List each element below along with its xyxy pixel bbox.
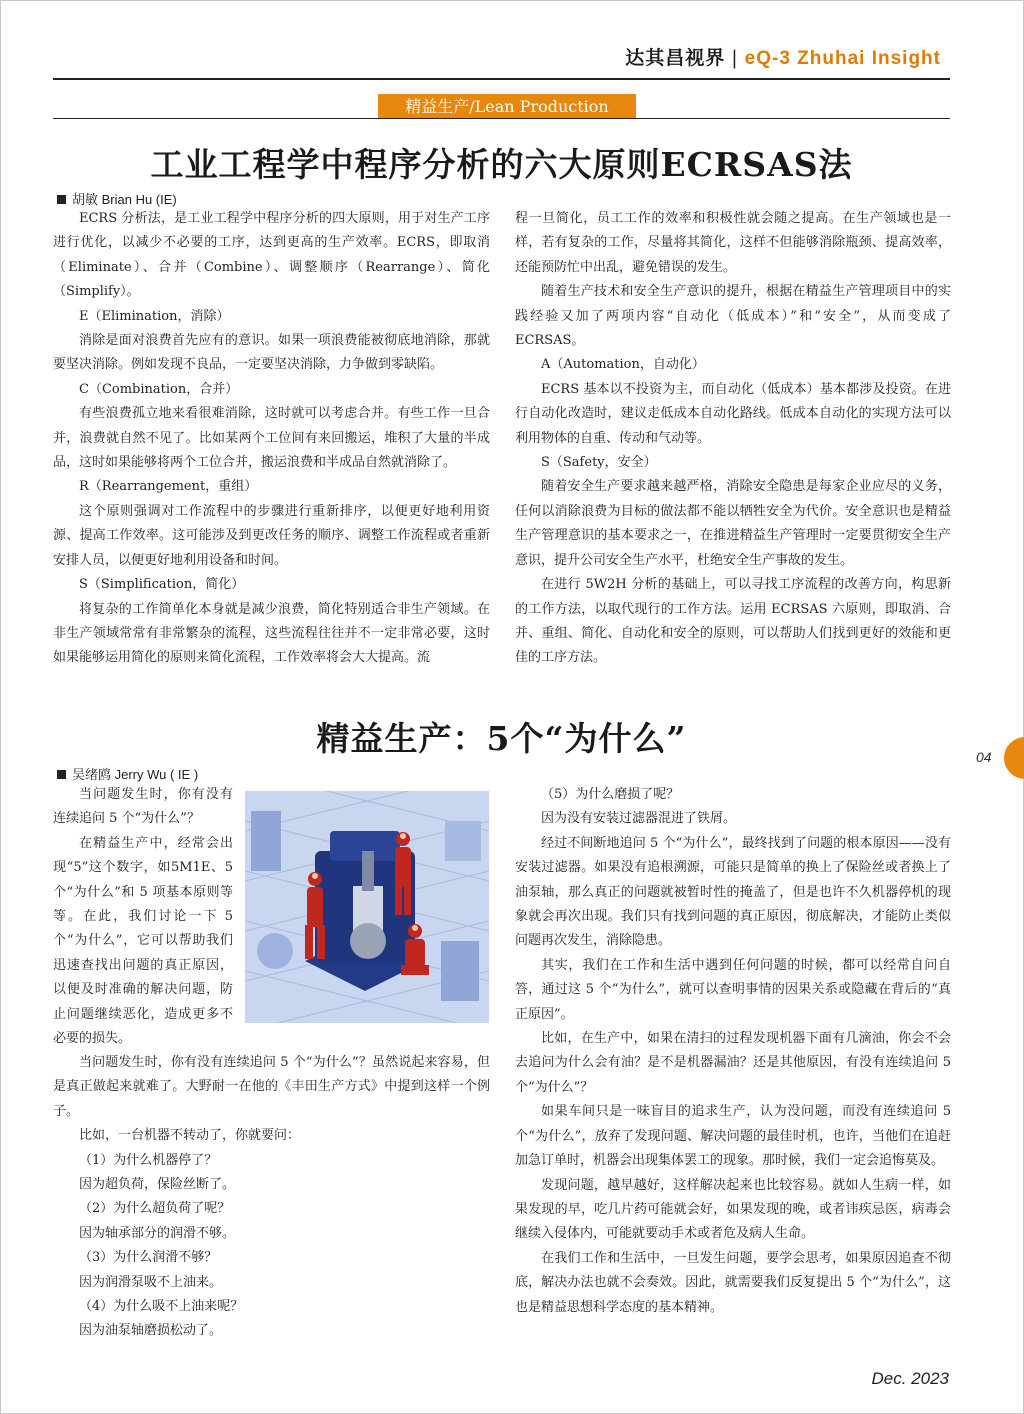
page-tab-marker xyxy=(1004,737,1024,779)
paragraph: 消除是面对浪费首先应有的意识。如果一项浪费能被彻底地消除，那就要坚决消除。例如发现不良品，一定要坚决消除，力争做到零缺陷。 xyxy=(53,333,490,373)
article2-column-2 xyxy=(515,783,951,1320)
header-rule xyxy=(53,78,950,80)
article1-title: 工业工程学中程序分析的六大原则ECRSAS法 xyxy=(150,145,853,184)
paragraph: 发现问题，越早越好，这样解决起来也比较容易。就如人生病一样，如果发现的早，吃几片药可能就会好，如果发现的晚，或者讳疾忌医，病毒会继续入侵体内，可能就要动手术或者危及病人生命。 xyxy=(515,1177,951,1242)
article1-author xyxy=(57,189,177,208)
paragraph: 这个原则强调对工作流程中的步骤进行重新排序，以便更好地利用资源、提高工作效率。这可能涉及到更改任务的顺序、调整工作流程或者重新安排人员，以便更好地利用设备和时间。 xyxy=(53,503,490,568)
paragraph: （3）为什么润滑不够？ xyxy=(79,1250,218,1266)
paragraph: 在精益生产中，经常会出现“5”这个数字，如5M1E、5 个“为什么”和 5 项基本原则等等。在此，我们讨论一下 5 个“为什么”，它可以帮助我们迅速查找出问题的真正原因，以便及时准确的解决问题，防止问题继续恶化，造成更多不必要的损失。 xyxy=(53,835,233,1047)
paragraph: 有些浪费孤立地来看很难消除，这时就可以考虑合并。有些工作一旦合并，浪费就自然不见了。比如某两个工位间有来回搬运，堆积了大量的半成品，这时如果能够将两个工位合并，搬运浪费和半成品自然就消除了。 xyxy=(53,406,490,471)
paragraph: 比如，在生产中，如果在清扫的过程发现机器下面有几滴油，你会不会去追问为什么会有油？是不是机器漏油？还是其他原因，有没有连续追问 5 个“为什么”？ xyxy=(515,1031,951,1095)
paragraph: 程一旦简化，员工工作的效率和积极性就会随之提高。在生产领域也是一样，若有复杂的工作，尽量将其简化，这样不但能够消除瓶颈、提高效率，还能预防忙中出乱，避免错误的发生。 xyxy=(515,211,951,275)
paragraph: S（Simplification，简化） xyxy=(79,577,245,593)
paragraph: 在进行 5W2H 分析的基础上，可以寻找工序流程的改善方向，构思新的工作方法，以取代现行的工作方法。运用 ECRSAS 六原则，即取消、合并、重组、简化、自动化和安全的原则，可以帮助人们找到更好的效能和更佳的工序方法。 xyxy=(515,577,951,666)
paragraph: 因为油泵轴磨损松动了。 xyxy=(79,1323,223,1339)
article2-author-name: 吴绪鸥 Jerry Wu ( IE ) xyxy=(72,767,199,782)
paragraph: 随着安全生产要求越来越严格，消除安全隐患是每家企业应尽的义务，任何以消除浪费为目标的做法都不能以牺牲安全为代价。安全意识也是精益生产管理意识的基本要求之一，在推进精益生产管理时一定要贯彻安全生产意识，提升公司安全生产水平，杜绝安全生产事故的发生。 xyxy=(515,479,951,568)
article2-column-1 xyxy=(53,1051,490,1344)
paragraph: 当问题发生时，你有没有连续追问 5 个“为什么”？虽然说起来容易，但是真正做起来就难了。大野耐一在他的《丰田生产方式》中提到这样一个例子。 xyxy=(53,1055,490,1119)
paragraph: 将复杂的工作简单化本身就是减少浪费，简化特别适合非生产领域。在非生产领域常常有非常繁杂的流程，这些流程往往并不一定非常必要，这时如果能够运用简化的原则来简化流程，工作效率将会大大提高。流 xyxy=(53,601,490,666)
page-header xyxy=(625,43,941,70)
paragraph: （2）为什么超负荷了呢？ xyxy=(79,1201,231,1217)
article2-wrap-text xyxy=(53,783,233,1051)
header-separator: | xyxy=(731,47,739,69)
paragraph: 其实，我们在工作和生活中遇到任何问题的时候，都可以经常自问自答，通过这 5 个“为什么”，就可以查明事情的因果关系或隐藏在背后的“真正原因”。 xyxy=(515,957,951,1022)
paragraph: 比如，一台机器不转动了，你就要问： xyxy=(79,1128,301,1144)
paragraph: 因为超负荷，保险丝断了。 xyxy=(79,1177,236,1193)
paragraph: 因为没有安装过滤器混进了铁屑。 xyxy=(541,811,737,827)
article1-author-name: 胡敏 Brian Hu (IE) xyxy=(72,192,177,207)
paragraph: 因为轴承部分的润滑不够。 xyxy=(79,1225,236,1241)
paragraph: C（Combination，合并） xyxy=(79,381,239,397)
article2-title: 精益生产：5个“为什么” xyxy=(316,719,687,758)
paragraph: 随着生产技术和安全生产意识的提升，根据在精益生产管理项目中的实践经验又加了两项内容“自动化（低成本）”和“安全”，从而变成了 ECRSAS。 xyxy=(515,284,951,349)
footer-date: Dec. 2023 xyxy=(871,1369,949,1388)
paragraph: 如果车间只是一味盲目的追求生产，认为没问题，而没有连续追问 5 个“为什么”，放弃了发现问题、解决问题的最佳时机，也许，当他们在追赶加急订单时，机器会出现集体罢工的现象。那时候，我们一定会追悔莫及。 xyxy=(515,1104,951,1169)
paragraph: 经过不间断地追问 5 个“为什么”，最终找到了问题的根本原因——没有安装过滤器。如果没有追根溯源，可能只是简单的换上了保险丝或者换上了油泵轴，那么真正的问题就被暂时性的掩盖了，但是也许不久机器停机的现象就会再次出现。我们只有找到问题的真正原因，彻底解决，才能防止类似问题再次发生，消除隐患。 xyxy=(515,835,951,949)
paragraph: A（Automation，自动化） xyxy=(541,357,705,373)
paragraph: 当问题发生时，你有没有连续追问 5 个“为什么”？ xyxy=(53,787,233,827)
paragraph: （4）为什么吸不上油来呢？ xyxy=(79,1299,244,1315)
article1-column-1 xyxy=(53,207,490,671)
section-label: 精益生产/Lean Production xyxy=(378,94,636,119)
paragraph: ECRS 基本以不投资为主，而自动化（低成本）基本都涉及投资。在进行自动化改造时，建议走低成本自动化路线。低成本自动化的实现方法可以利用物体的自重、传动和气动等。 xyxy=(515,381,951,446)
page-number: 04 xyxy=(976,749,992,765)
paragraph: S（Safety，安全） xyxy=(541,455,657,471)
paragraph: ECRS 分析法，是工业工程学中程序分析的四大原则，用于对生产工序进行优化，以减少不必要的工序，达到更高的生产效率。ECRS，即取消（Eliminate）、合并（Combine）、调整顺序（Rearrange）、简化（Simplify）。 xyxy=(53,211,490,300)
paragraph: R（Rearrangement，重组） xyxy=(79,479,258,495)
paragraph: （1）为什么机器停了？ xyxy=(79,1152,218,1168)
brand-en: eQ-3 Zhuhai Insight xyxy=(744,48,941,69)
paragraph: 在我们工作和生活中，一旦发生问题，要学会思考，如果原因追查不彻底，解决办法也就不会奏效。因此，就需要我们反复提出 5 个“为什么”，这也是精益思想科学态度的基本精神。 xyxy=(515,1250,951,1315)
bullet-square-icon xyxy=(57,195,66,204)
bullet-square-icon xyxy=(57,770,66,779)
paragraph: 因为润滑泵吸不上油来。 xyxy=(79,1274,223,1290)
brand-cn: 达其昌视界 xyxy=(625,47,726,69)
workers-repairing-machine-illustration xyxy=(245,791,489,1023)
paragraph: E（Elimination，消除） xyxy=(79,308,230,324)
article1-column-2 xyxy=(515,207,951,671)
paragraph: （5）为什么磨损了呢？ xyxy=(541,787,680,802)
section-rule xyxy=(53,118,950,119)
article2-author xyxy=(57,764,198,783)
